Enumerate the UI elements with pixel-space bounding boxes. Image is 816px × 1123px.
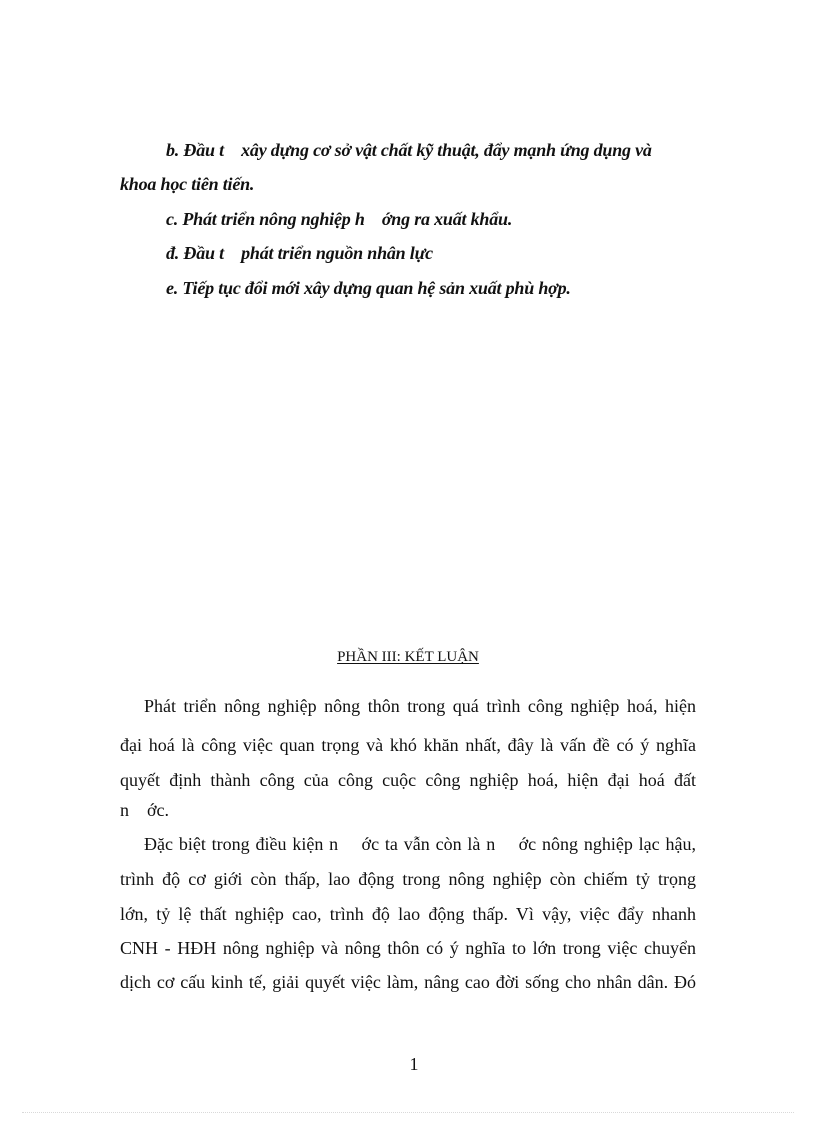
solution-c: c. Phát triển nông nghiệp h ớng ra xuất khẩu. xyxy=(166,209,513,229)
solution-e: e. Tiếp tục đổi mới xây dựng quan hệ sản xuất phù hợp. xyxy=(166,278,571,298)
solution-b-line1: b. Đầu t xây dựng cơ sở vật chất kỹ thuật, đẩy mạnh ứng dụng và xyxy=(166,140,652,160)
paragraph-2-line-5: dịch cơ cấu kinh tế, giải quyết việc làm, nâng cao đời sống cho nhân dân. Đó xyxy=(120,972,696,992)
paragraph-1-line-1: Phát triển nông nghiệp nông thôn trong quá trình công nghiệp hoá, hiện xyxy=(144,696,696,716)
paragraph-2-line-1: Đặc biệt trong điều kiện n ớc ta vẫn còn là n ớc nông nghiệp lạc hậu, xyxy=(144,834,696,854)
paragraph-1-line-3: quyết định thành công của công cuộc công nghiệp hoá, hiện đại hoá đất xyxy=(120,770,696,790)
page-number: 1 xyxy=(409,1054,419,1074)
footer-divider xyxy=(22,1112,794,1113)
solution-b-line2: khoa học tiên tiến. xyxy=(120,174,255,194)
paragraph-2-line-3: lớn, tỷ lệ thất nghiệp cao, trình độ lao động thấp. Vì vậy, việc đẩy nhanh xyxy=(120,904,696,924)
paragraph-2-line-2: trình độ cơ giới còn thấp, lao động trong nông nghiệp còn chiếm tỷ trọng xyxy=(120,869,696,889)
section-title: PHẦN III: KẾT LUẬN xyxy=(337,649,479,665)
paragraph-1-line-4: n ớc. xyxy=(120,800,170,820)
paragraph-1-line-2: đại hoá là công việc quan trọng và khó khăn nhất, đây là vấn đề có ý nghĩa xyxy=(120,735,696,755)
solution-d: đ. Đầu t phát triển nguồn nhân lực xyxy=(166,243,433,263)
paragraph-2-line-4: CNH - HĐH nông nghiệp và nông thôn có ý nghĩa to lớn trong việc chuyển xyxy=(120,938,696,958)
